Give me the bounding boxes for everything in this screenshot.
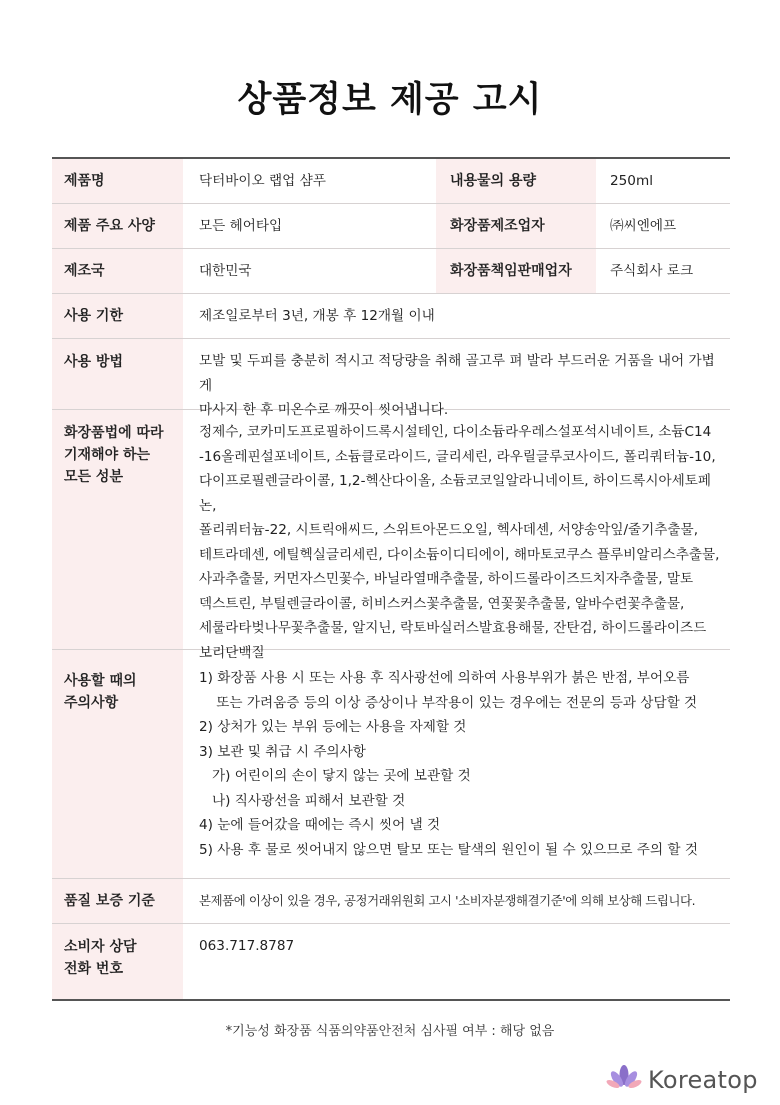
value-volume: 250ml (610, 172, 653, 189)
table-row-expiry (52, 294, 730, 339)
value-manufacturer: ㈜씨엔에프 (610, 217, 677, 234)
table-row-product-name (52, 159, 730, 204)
brand-name: Koreatop (648, 1066, 758, 1094)
value-spec: 모든 헤어타입 (199, 217, 283, 234)
label-cautions (52, 650, 183, 878)
product-info-table (52, 157, 730, 1001)
label-ingredients (52, 410, 183, 649)
value-quality: 본제품에 이상이 있을 경우, 공정거래위원회 고시 '소비자분쟁해결기준'에 의해 보상해 드립니다. (199, 892, 696, 908)
value-ingredients (183, 410, 730, 661)
label-line: 화장품법에 따라 (64, 425, 164, 441)
usage-line: 모발 및 두피를 충분히 적시고 적당량을 취해 골고루 펴 발라 부드러운 거품을 내어 가볍게 (199, 353, 715, 394)
value-distributor: 주식회사 로크 (610, 262, 694, 279)
ingredient-line: 사과추출물, 커먼자스민꽃수, 바닐라열매추출물, 하이드롤라이즈드치자추출물, 말토 (199, 571, 694, 587)
caution-line: 3) 보관 및 취급 시 주의사항 (199, 743, 366, 760)
table-row-spec (52, 204, 730, 249)
label-country: 제조국 (52, 249, 183, 293)
label-expiry: 사용 기한 (52, 294, 183, 338)
value-product-name: 닥터바이오 랩업 샴푸 (199, 172, 326, 189)
label-line: 기재해야 하는 (64, 447, 151, 463)
caution-line: 1) 화장품 사용 시 또는 사용 후 직사광선에 의하여 사용부위가 붉은 반점, 부어오름 (199, 670, 690, 686)
value-country: 대한민국 (199, 262, 252, 279)
table-row-country (52, 249, 730, 294)
ingredient-line: 테트라데센, 에틸헥실글리세린, 다이소듐이디티에이, 해마토코쿠스 플루비알리스추출물, (199, 546, 720, 563)
caution-line: 가) 어린이의 손이 닿지 않는 곳에 보관할 것 (199, 768, 471, 784)
footnote: *기능성 화장품 식품의약품안전처 심사필 여부 : 해당 없음 (225, 1024, 555, 1039)
table-row-quality (52, 879, 730, 924)
ingredient-line: 덱스트린, 부틸렌글라이콜, 히비스커스꽃추출물, 연꽃꽃추출물, 알바수련꽃추출물, (199, 595, 685, 612)
label-product-name: 제품명 (52, 159, 183, 203)
label-line: 주의사항 (64, 695, 119, 711)
caution-line: 또는 가려움증 등의 이상 증상이나 부작용이 있는 경우에는 전문의 등과 상담할 것 (199, 694, 698, 711)
value-expiry: 제조일로부터 3년, 개봉 후 12개월 이내 (199, 307, 435, 324)
cautions-list (199, 666, 724, 862)
label-manufacturer: 화장품제조업자 (436, 204, 596, 248)
table-row-ingredients (52, 410, 730, 661)
usage-line: 마사지 한 후 미온수로 깨끗이 씻어냅니다. (199, 402, 449, 418)
label-spec: 제품 주요 사양 (52, 204, 183, 248)
page-title: 상품정보 제공 고시 (237, 80, 543, 120)
ingredient-line: 폴리쿼터늄-22, 시트릭애씨드, 스위트아몬드오일, 헥사데센, 서양송악잎/줄기추출물, (199, 522, 699, 538)
label-line: 전화 번호 (64, 961, 123, 977)
value-cautions (183, 650, 730, 878)
table-row-usage (52, 339, 730, 418)
table-row-contact (52, 924, 730, 999)
label-line: 소비자 상담 (64, 939, 137, 955)
caution-line: 5) 사용 후 물로 씻어내지 않으면 탈모 또는 탈색의 원인이 될 수 있으므로 주의 할 것 (199, 841, 698, 858)
table-row-cautions (52, 650, 730, 879)
label-line: 모든 성분 (64, 469, 123, 485)
label-line: 사용할 때의 (64, 673, 137, 689)
ingredient-line: 보리단백질 (199, 644, 265, 661)
caution-line: 2) 상처가 있는 부위 등에는 사용을 자제할 것 (199, 719, 467, 735)
caution-line: 나) 직사광선을 피해서 보관할 것 (199, 792, 406, 809)
label-usage: 사용 방법 (52, 339, 183, 409)
label-quality: 품질 보증 기준 (52, 879, 183, 923)
value-contact-phone: 063.717.8787 (199, 938, 295, 954)
label-volume: 내용물의 용량 (436, 159, 596, 203)
value-usage (183, 339, 730, 418)
ingredient-line: 세룰라타벚나무꽃추출물, 알지닌, 락토바실러스발효용해물, 잔탄검, 하이드롤라이즈드 (199, 620, 707, 636)
lotus-icon (606, 1064, 642, 1096)
label-contact (52, 924, 183, 999)
ingredient-line: 다이프로필렌글라이콜, 1,2-헥산다이올, 소듐코코일알라니네이트, 하이드록시아세토페논, (199, 473, 712, 514)
caution-line: 4) 눈에 들어갔을 때에는 즉시 씻어 낼 것 (199, 817, 441, 833)
brand-logo (606, 1064, 758, 1096)
label-distributor: 화장품책임판매업자 (436, 249, 596, 293)
ingredient-line: 정제수, 코카미도프로필하이드록시설테인, 다이소듐라우레스설포석시네이트, 소듐C14 (199, 424, 712, 440)
ingredient-line: -16올레핀설포네이트, 소듐클로라이드, 글리세린, 라우릴글루코사이드, 폴리쿼터늄-10, (199, 448, 716, 465)
